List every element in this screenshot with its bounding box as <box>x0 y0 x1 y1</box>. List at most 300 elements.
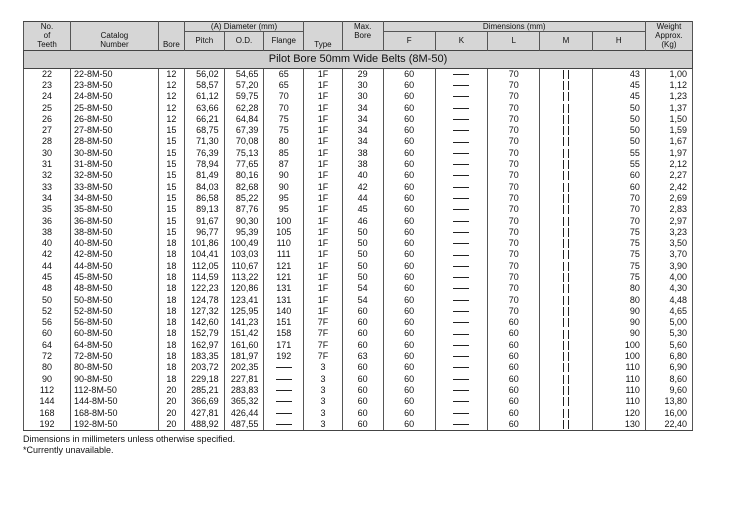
cell-catalog: 30-8M-50 <box>71 148 159 159</box>
cell-k <box>435 170 487 181</box>
cell-pitch: 152,79 <box>184 328 224 339</box>
cell-teeth: 45 <box>24 272 71 283</box>
table-row <box>24 385 693 396</box>
header-diameter-group: (A) Diameter (mm) <box>184 22 303 32</box>
cell-k <box>435 204 487 215</box>
cell-catalog: 45-8M-50 <box>71 272 159 283</box>
cell-f: 60 <box>383 385 435 396</box>
cell-h: 75 <box>592 227 645 238</box>
cell-pitch: 124,78 <box>184 294 224 305</box>
cell-flange: 192 <box>264 351 304 362</box>
cell-flange: 65 <box>264 68 304 80</box>
cell-m <box>540 340 592 351</box>
cell-weight: 8,60 <box>645 374 692 385</box>
cell-weight: 3,70 <box>645 249 692 260</box>
em-dash-mark <box>453 164 469 165</box>
double-bar-mark <box>563 296 569 305</box>
cell-teeth: 38 <box>24 227 71 238</box>
cell-max-bore: 34 <box>342 125 383 136</box>
footnotes <box>23 434 693 456</box>
cell-f: 60 <box>383 283 435 294</box>
cell-type: 1F <box>304 283 343 294</box>
table-row <box>24 125 693 136</box>
cell-pitch: 68,75 <box>184 125 224 136</box>
cell-weight: 2,42 <box>645 181 692 192</box>
cell-h: 60 <box>592 181 645 192</box>
table-row <box>24 340 693 351</box>
cell-type: 1F <box>304 125 343 136</box>
cell-k <box>435 114 487 125</box>
cell-f: 60 <box>383 227 435 238</box>
cell-type: 7F <box>304 328 343 339</box>
cell-l: 70 <box>488 193 540 204</box>
cell-max-bore: 60 <box>342 419 383 431</box>
table-row <box>24 272 693 283</box>
em-dash-mark <box>453 142 469 143</box>
em-dash-mark <box>453 198 469 199</box>
cell-teeth: 60 <box>24 328 71 339</box>
cell-weight: 2,83 <box>645 204 692 215</box>
cell-weight: 1,12 <box>645 80 692 91</box>
cell-k <box>435 294 487 305</box>
double-bar-mark <box>563 397 569 406</box>
cell-bore: 18 <box>158 374 184 385</box>
cell-type: 1F <box>304 170 343 181</box>
cell-od: 283,83 <box>224 385 264 396</box>
cell-type: 1F <box>304 227 343 238</box>
cell-od: 80,16 <box>224 170 264 181</box>
cell-type: 7F <box>304 340 343 351</box>
cell-bore: 15 <box>158 125 184 136</box>
cell-type: 1F <box>304 181 343 192</box>
cell-type: 1F <box>304 80 343 91</box>
cell-weight: 5,60 <box>645 340 692 351</box>
cell-max-bore: 38 <box>342 159 383 170</box>
em-dash-mark <box>453 243 469 244</box>
cell-k <box>435 317 487 328</box>
cell-l: 60 <box>488 407 540 418</box>
cell-type: 1F <box>304 261 343 272</box>
cell-od: 62,28 <box>224 102 264 113</box>
cell-od: 90,30 <box>224 215 264 226</box>
cell-pitch: 66,21 <box>184 114 224 125</box>
cell-l: 70 <box>488 148 540 159</box>
double-bar-mark <box>563 375 569 384</box>
cell-type: 7F <box>304 317 343 328</box>
cell-h: 110 <box>592 385 645 396</box>
cell-k <box>435 80 487 91</box>
cell-catalog: 50-8M-50 <box>71 294 159 305</box>
cell-l: 60 <box>488 362 540 373</box>
cell-od: 125,95 <box>224 306 264 317</box>
cell-f: 60 <box>383 181 435 192</box>
cell-m <box>540 374 592 385</box>
cell-l: 70 <box>488 204 540 215</box>
cell-k <box>435 362 487 373</box>
cell-pitch: 86,58 <box>184 193 224 204</box>
cell-weight: 1,23 <box>645 91 692 102</box>
cell-h: 110 <box>592 396 645 407</box>
cell-l: 70 <box>488 227 540 238</box>
cell-l: 70 <box>488 215 540 226</box>
header-teeth-line3: Teeth <box>24 41 71 51</box>
cell-l: 70 <box>488 136 540 147</box>
cell-m <box>540 407 592 418</box>
table-row <box>24 317 693 328</box>
cell-bore: 18 <box>158 261 184 272</box>
cell-od: 100,49 <box>224 238 264 249</box>
double-bar-mark <box>563 70 569 79</box>
cell-m <box>540 249 592 260</box>
double-bar-mark <box>563 420 569 429</box>
em-dash-mark <box>453 356 469 357</box>
cell-teeth: 27 <box>24 125 71 136</box>
cell-m <box>540 159 592 170</box>
table-row <box>24 170 693 181</box>
double-bar-mark <box>563 352 569 361</box>
cell-teeth: 64 <box>24 340 71 351</box>
cell-l: 70 <box>488 181 540 192</box>
cell-type: 1F <box>304 102 343 113</box>
cell-m <box>540 272 592 283</box>
cell-m <box>540 362 592 373</box>
header-teeth-line2: of <box>24 32 71 41</box>
cell-flange: 90 <box>264 181 304 192</box>
cell-teeth: 22 <box>24 68 71 80</box>
cell-h: 70 <box>592 215 645 226</box>
cell-type: 1F <box>304 249 343 260</box>
cell-max-bore: 60 <box>342 328 383 339</box>
cell-m <box>540 204 592 215</box>
double-bar-mark <box>563 115 569 124</box>
em-dash-mark <box>453 334 469 335</box>
table-row <box>24 215 693 226</box>
cell-m <box>540 125 592 136</box>
cell-f: 60 <box>383 362 435 373</box>
cell-max-bore: 60 <box>342 362 383 373</box>
cell-l: 60 <box>488 385 540 396</box>
cell-k <box>435 68 487 80</box>
em-dash-mark <box>276 367 292 368</box>
cell-type: 1F <box>304 114 343 125</box>
cell-catalog: 31-8M-50 <box>71 159 159 170</box>
cell-weight: 4,65 <box>645 306 692 317</box>
cell-flange: 105 <box>264 227 304 238</box>
cell-f: 60 <box>383 294 435 305</box>
cell-pitch: 162,97 <box>184 340 224 351</box>
cell-teeth: 192 <box>24 419 71 431</box>
cell-h: 100 <box>592 340 645 351</box>
cell-type: 1F <box>304 238 343 249</box>
cell-type: 1F <box>304 193 343 204</box>
cell-catalog: 90-8M-50 <box>71 374 159 385</box>
cell-f: 60 <box>383 68 435 80</box>
cell-catalog: 35-8M-50 <box>71 204 159 215</box>
cell-max-bore: 60 <box>342 340 383 351</box>
cell-m <box>540 396 592 407</box>
cell-h: 80 <box>592 283 645 294</box>
cell-f: 60 <box>383 351 435 362</box>
table-row <box>24 68 693 80</box>
cell-bore: 12 <box>158 80 184 91</box>
table-row <box>24 294 693 305</box>
header-pitch: Pitch <box>184 32 224 51</box>
cell-catalog: 48-8M-50 <box>71 283 159 294</box>
cell-f: 60 <box>383 396 435 407</box>
table-row <box>24 362 693 373</box>
em-dash-mark <box>453 232 469 233</box>
cell-bore: 12 <box>158 91 184 102</box>
cell-od: 426,44 <box>224 407 264 418</box>
cell-k <box>435 91 487 102</box>
table-row <box>24 407 693 418</box>
cell-pitch: 61,12 <box>184 91 224 102</box>
header-max-bore-line2: Bore <box>342 32 383 41</box>
cell-flange: 140 <box>264 306 304 317</box>
cell-m <box>540 102 592 113</box>
cell-f: 60 <box>383 317 435 328</box>
cell-m <box>540 317 592 328</box>
cell-weight: 22,40 <box>645 419 692 431</box>
cell-od: 123,41 <box>224 294 264 305</box>
cell-flange: 80 <box>264 136 304 147</box>
cell-teeth: 25 <box>24 102 71 113</box>
cell-catalog: 33-8M-50 <box>71 181 159 192</box>
cell-m <box>540 227 592 238</box>
cell-bore: 12 <box>158 102 184 113</box>
cell-f: 60 <box>383 125 435 136</box>
cell-pitch: 104,41 <box>184 249 224 260</box>
cell-h: 70 <box>592 204 645 215</box>
cell-max-bore: 44 <box>342 193 383 204</box>
cell-od: 67,39 <box>224 125 264 136</box>
cell-pitch: 56,02 <box>184 68 224 80</box>
cell-type: 3 <box>304 374 343 385</box>
cell-weight: 2,12 <box>645 159 692 170</box>
cell-weight: 1,59 <box>645 125 692 136</box>
cell-flange: 95 <box>264 204 304 215</box>
cell-f: 60 <box>383 374 435 385</box>
cell-m <box>540 91 592 102</box>
cell-catalog: 38-8M-50 <box>71 227 159 238</box>
double-bar-mark <box>563 92 569 101</box>
footnote-units: Dimensions in millimeters unless otherwise specified. <box>23 434 236 444</box>
cell-max-bore: 60 <box>342 306 383 317</box>
cell-flange <box>264 362 304 373</box>
cell-m <box>540 261 592 272</box>
cell-pitch: 114,59 <box>184 272 224 283</box>
em-dash-mark <box>453 209 469 210</box>
cell-max-bore: 38 <box>342 148 383 159</box>
cell-f: 60 <box>383 91 435 102</box>
table-header <box>24 22 693 51</box>
em-dash-mark <box>453 85 469 86</box>
cell-bore: 15 <box>158 181 184 192</box>
cell-k <box>435 328 487 339</box>
cell-type: 1F <box>304 204 343 215</box>
em-dash-mark <box>453 130 469 131</box>
cell-bore: 18 <box>158 328 184 339</box>
double-bar-mark <box>563 307 569 316</box>
cell-od: 85,22 <box>224 193 264 204</box>
cell-teeth: 90 <box>24 374 71 385</box>
header-h: H <box>592 32 645 51</box>
cell-teeth: 32 <box>24 170 71 181</box>
cell-flange <box>264 385 304 396</box>
cell-f: 60 <box>383 238 435 249</box>
cell-catalog: 52-8M-50 <box>71 306 159 317</box>
cell-k <box>435 340 487 351</box>
cell-m <box>540 80 592 91</box>
cell-max-bore: 60 <box>342 317 383 328</box>
cell-max-bore: 50 <box>342 272 383 283</box>
cell-flange: 70 <box>264 102 304 113</box>
table-row <box>24 306 693 317</box>
cell-k <box>435 238 487 249</box>
cell-catalog: 60-8M-50 <box>71 328 159 339</box>
cell-type: 1F <box>304 68 343 80</box>
cell-pitch: 122,23 <box>184 283 224 294</box>
cell-pitch: 101,86 <box>184 238 224 249</box>
em-dash-mark <box>453 288 469 289</box>
cell-h: 130 <box>592 419 645 431</box>
table-row <box>24 419 693 431</box>
cell-bore: 18 <box>158 362 184 373</box>
double-bar-mark <box>563 149 569 158</box>
cell-weight: 16,00 <box>645 407 692 418</box>
cell-max-bore: 60 <box>342 385 383 396</box>
cell-od: 64,84 <box>224 114 264 125</box>
cell-weight: 4,30 <box>645 283 692 294</box>
cell-teeth: 42 <box>24 249 71 260</box>
cell-catalog: 112-8M-50 <box>71 385 159 396</box>
table-row <box>24 351 693 362</box>
cell-teeth: 33 <box>24 181 71 192</box>
cell-pitch: 78,94 <box>184 159 224 170</box>
cell-h: 100 <box>592 351 645 362</box>
em-dash-mark <box>276 379 292 380</box>
cell-catalog: 32-8M-50 <box>71 170 159 181</box>
cell-max-bore: 50 <box>342 227 383 238</box>
cell-m <box>540 193 592 204</box>
cell-catalog: 44-8M-50 <box>71 261 159 272</box>
cell-pitch: 427,81 <box>184 407 224 418</box>
cell-m <box>540 136 592 147</box>
cell-max-bore: 34 <box>342 114 383 125</box>
cell-m <box>540 114 592 125</box>
cell-catalog: 26-8M-50 <box>71 114 159 125</box>
cell-bore: 15 <box>158 215 184 226</box>
cell-pitch: 183,35 <box>184 351 224 362</box>
cell-max-bore: 60 <box>342 374 383 385</box>
cell-h: 50 <box>592 114 645 125</box>
cell-max-bore: 54 <box>342 283 383 294</box>
cell-k <box>435 227 487 238</box>
cell-max-bore: 45 <box>342 204 383 215</box>
em-dash-mark <box>453 322 469 323</box>
cell-type: 3 <box>304 385 343 396</box>
cell-catalog: 22-8M-50 <box>71 68 159 80</box>
cell-catalog: 192-8M-50 <box>71 419 159 431</box>
cell-flange: 70 <box>264 91 304 102</box>
cell-flange: 171 <box>264 340 304 351</box>
cell-type: 3 <box>304 396 343 407</box>
cell-catalog: 23-8M-50 <box>71 80 159 91</box>
cell-bore: 18 <box>158 238 184 249</box>
cell-teeth: 24 <box>24 91 71 102</box>
cell-teeth: 36 <box>24 215 71 226</box>
table-row <box>24 249 693 260</box>
cell-l: 70 <box>488 170 540 181</box>
header-flange: Flange <box>264 32 304 51</box>
cell-pitch: 112,05 <box>184 261 224 272</box>
cell-weight: 3,90 <box>645 261 692 272</box>
cell-teeth: 144 <box>24 396 71 407</box>
table-row <box>24 374 693 385</box>
double-bar-mark <box>563 183 569 192</box>
double-bar-mark <box>563 81 569 90</box>
cell-l: 60 <box>488 374 540 385</box>
cell-max-bore: 46 <box>342 215 383 226</box>
cell-weight: 1,37 <box>645 102 692 113</box>
cell-bore: 20 <box>158 396 184 407</box>
cell-od: 151,42 <box>224 328 264 339</box>
cell-teeth: 56 <box>24 317 71 328</box>
cell-k <box>435 351 487 362</box>
header-weight-line3: (Kg) <box>645 41 692 51</box>
cell-max-bore: 34 <box>342 136 383 147</box>
cell-max-bore: 54 <box>342 294 383 305</box>
cell-teeth: 40 <box>24 238 71 249</box>
cell-catalog: 144-8M-50 <box>71 396 159 407</box>
cell-od: 77,65 <box>224 159 264 170</box>
cell-flange: 110 <box>264 238 304 249</box>
double-bar-mark <box>563 262 569 271</box>
cell-h: 60 <box>592 170 645 181</box>
cell-bore: 12 <box>158 68 184 80</box>
cell-type: 3 <box>304 419 343 431</box>
cell-type: 1F <box>304 159 343 170</box>
cell-catalog: 28-8M-50 <box>71 136 159 147</box>
cell-m <box>540 294 592 305</box>
cell-flange: 75 <box>264 125 304 136</box>
cell-od: 110,67 <box>224 261 264 272</box>
table-row <box>24 204 693 215</box>
cell-od: 365,32 <box>224 396 264 407</box>
cell-k <box>435 306 487 317</box>
cell-m <box>540 148 592 159</box>
cell-catalog: 34-8M-50 <box>71 193 159 204</box>
cell-l: 70 <box>488 306 540 317</box>
table-row <box>24 80 693 91</box>
cell-h: 75 <box>592 272 645 283</box>
cell-k <box>435 419 487 431</box>
cell-type: 1F <box>304 306 343 317</box>
cell-f: 60 <box>383 159 435 170</box>
header-dimensions-group: Dimensions (mm) <box>383 22 645 32</box>
cell-h: 90 <box>592 317 645 328</box>
cell-flange: 121 <box>264 272 304 283</box>
double-bar-mark <box>563 239 569 248</box>
cell-type: 7F <box>304 351 343 362</box>
cell-weight: 13,80 <box>645 396 692 407</box>
cell-bore: 18 <box>158 340 184 351</box>
cell-od: 113,22 <box>224 272 264 283</box>
cell-l: 70 <box>488 261 540 272</box>
cell-pitch: 366,69 <box>184 396 224 407</box>
cell-catalog: 80-8M-50 <box>71 362 159 373</box>
cell-h: 75 <box>592 238 645 249</box>
